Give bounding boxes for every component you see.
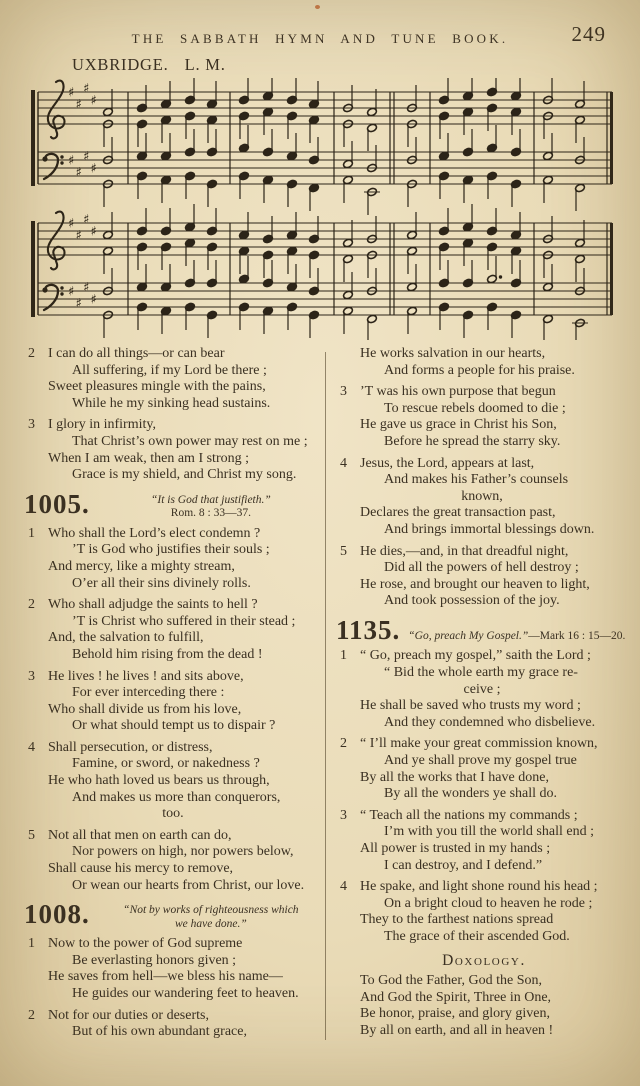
verse-line: He gave us grace in Christ his Son, [360, 417, 557, 433]
verse-line: By all the works that I have done, [360, 769, 549, 785]
hymn-citation [408, 617, 630, 644]
book-header: THE SABBATH HYMN AND TUNE BOOK. [131, 31, 509, 46]
right-text-column [338, 346, 630, 1044]
verse-line: He rose, and brought our heaven to light, [360, 576, 590, 592]
verse-number: 2 [28, 346, 35, 361]
verse-line: And makes his Father’s counsels [384, 472, 569, 488]
verse-number: 2 [28, 597, 35, 613]
verse-line: ’T is Christ who suffered in their stead ; [72, 613, 296, 629]
svg-text:♯: ♯ [68, 284, 75, 300]
verse [26, 669, 324, 735]
verse-line: They to the farthest nations spread [360, 912, 554, 928]
verse-number: 2 [340, 736, 347, 752]
verse-number: 4 [28, 739, 35, 755]
verse [338, 384, 630, 450]
verse-line: And ye shall prove my gospel true [384, 752, 577, 768]
verse-line: He who hath loved us bears us through, [48, 773, 270, 789]
citation-segment: —Mark 16 : 15—20. [528, 629, 626, 642]
tune-meter: L. M. [184, 55, 226, 74]
verse-line: Be honor, praise, and glory given, [360, 1006, 550, 1022]
citation-segment: “Go, preach My Gospel.” [408, 629, 529, 642]
verse-line: known, [461, 488, 503, 504]
hymn-heading [24, 901, 324, 931]
verse-line: For ever interceding there : [72, 685, 225, 701]
verse-line: And they condemned who disbelieve. [384, 714, 596, 730]
verse-line: O’er all their sins divinely rolls. [72, 575, 251, 591]
verse-line: Or wean our hearts from Christ, our love. [72, 877, 305, 893]
verse-line: He spake, and light shone round his head ; [360, 879, 598, 895]
citation-segment: Rom. 8 : 33—37. [170, 507, 251, 520]
verse [338, 648, 630, 731]
verse [26, 346, 324, 412]
verse-line: ceive ; [463, 681, 501, 697]
verse-line: Jesus, the Lord, appears at last, [360, 455, 535, 471]
verse-line: I can do all things—or can bear [48, 346, 225, 361]
verse-line: He works salvation in our hearts, [360, 346, 546, 361]
verse-number: 5 [340, 543, 347, 559]
verse-line: Famine, or sword, or nakedness ? [72, 756, 260, 772]
svg-text:♯: ♯ [90, 224, 97, 240]
verse-line: “ Teach all the nations my commands ; [360, 807, 578, 823]
verse-line: And brings immortal blessings down. [384, 521, 595, 537]
svg-text:♯: ♯ [83, 212, 90, 228]
citation-line [408, 630, 630, 644]
verse-number: 1 [340, 648, 347, 664]
verse-line: too. [162, 806, 184, 822]
verse-line: I glory in infirmity, [48, 417, 156, 433]
hymn-number: 1008. [24, 899, 90, 930]
verse-number: 1 [28, 936, 35, 952]
verse-line: By all the wonders ye shall do. [384, 786, 558, 802]
verse [26, 597, 324, 663]
verse-line: Behold him rising from the dead ! [72, 646, 263, 662]
svg-text:♯: ♯ [90, 93, 97, 109]
page-number: 249 [571, 22, 606, 46]
verse-line: And makes us more than conquerors, [72, 789, 281, 805]
verse [338, 346, 630, 379]
left-text-column [26, 346, 324, 1046]
verse [26, 526, 324, 592]
verse-line: Not all that men on earth can do, [48, 827, 232, 843]
citation-line [98, 507, 324, 521]
verse-line: ’T was his own purpose that begun [360, 384, 556, 400]
section-heading: Doxology. [442, 951, 526, 969]
verse-line: Did all the powers of hell destroy ; [384, 560, 579, 576]
verse [338, 736, 630, 802]
hymn-heading [336, 614, 630, 645]
verse-line: Before he spread the starry sky. [384, 433, 561, 449]
verse-line: Be everlasting honors given ; [72, 952, 237, 968]
hymn-citation [98, 491, 324, 521]
verse-line: “ Bid the whole earth my grace re- [384, 665, 578, 680]
verse [338, 973, 630, 1039]
citation-line [98, 918, 324, 932]
hymn-number: 1135. [336, 614, 401, 645]
verse-line: That Christ’s own power may rest on me ; [72, 433, 308, 449]
verse-line: Who shall divide us from his love, [48, 701, 242, 717]
verse-number: 3 [28, 417, 35, 433]
paper-blemish [315, 5, 320, 9]
verse-line: On a bright cloud to heaven he rode ; [384, 895, 593, 911]
verse-line: Now to the power of God supreme [48, 936, 243, 952]
citation-segment: “Not by works of righteousness which [123, 904, 299, 917]
verse-line: “ Go, preach my gospel,” saith the Lord ; [360, 648, 591, 664]
verse-line: When I am weak, then am I strong ; [48, 450, 249, 466]
verse-line: Or what should tempt us to dispair ? [72, 718, 276, 734]
verse-number: 5 [28, 827, 35, 843]
verse [26, 936, 324, 1002]
verse-line: “ I’ll make your great commission known, [360, 736, 598, 752]
verse-line: The grace of their ascended God. [384, 928, 570, 944]
verse-line: And mercy, like a mighty stream, [48, 558, 235, 574]
verse-line: To God the Father, God the Son, [360, 973, 542, 989]
verse-number: 1 [28, 525, 35, 541]
hymn-heading [24, 488, 324, 521]
svg-text:♯: ♯ [75, 296, 82, 312]
verse [26, 828, 324, 894]
verse-number: 3 [28, 668, 35, 684]
svg-text:♯: ♯ [75, 97, 82, 113]
verse-line: He saves from hell—we bless his name— [48, 969, 283, 985]
column-divider [325, 352, 326, 1040]
svg-text:♯: ♯ [83, 280, 90, 296]
verse [26, 417, 324, 483]
svg-text:♯: ♯ [90, 292, 97, 308]
verse-line: And, the salvation to fulfill, [48, 630, 204, 646]
verse-line: He lives ! he lives ! and sits above, [48, 668, 244, 684]
verse-line: And God the Spirit, Three in One, [360, 989, 552, 1005]
verse [338, 456, 630, 539]
verse-line: He dies,—and, in that dreadful night, [360, 543, 569, 559]
verse-line: And forms a people for his praise. [384, 362, 575, 378]
verse-line: He shall be saved who trusts my word ; [360, 698, 581, 714]
svg-text:♯: ♯ [68, 216, 75, 232]
verse [338, 544, 630, 610]
verse-line: Who shall adjudge the saints to hell ? [48, 597, 258, 613]
svg-text:♯: ♯ [83, 81, 90, 97]
svg-text:♯: ♯ [68, 153, 75, 169]
hymn-number: 1005. [24, 488, 90, 519]
verse-line: Grace is my shield, and Christ my song. [72, 467, 297, 483]
svg-text:♯: ♯ [90, 161, 97, 177]
verse-number: 4 [340, 879, 347, 895]
verse-line: He guides our wandering feet to heaven. [72, 986, 299, 1001]
verse-line: I can destroy, and I defend.” [384, 857, 543, 873]
svg-text:♯: ♯ [75, 165, 82, 181]
verse-line: Sweet pleasures mingle with the pains, [48, 379, 266, 395]
svg-text:♯: ♯ [75, 228, 82, 244]
verse-number: 2 [28, 1007, 35, 1023]
verse-line: Shall persecution, or distress, [48, 739, 213, 755]
verse-number: 3 [340, 384, 347, 400]
verse-line: By all on earth, and all in heaven ! [360, 1022, 554, 1038]
tune-title: UXBRIDGE. [72, 55, 169, 74]
tune-title-line [72, 55, 226, 75]
verse-line: All suffering, if my Lord be there ; [72, 362, 267, 378]
verse-line: To rescue rebels doomed to die ; [384, 400, 566, 416]
citation-line [98, 904, 324, 918]
verse-line: Not for our duties or deserts, [48, 1007, 209, 1023]
citation-line [98, 494, 324, 508]
verse-number: 4 [340, 455, 347, 471]
verse [338, 808, 630, 874]
verse-line: Who shall the Lord’s elect condemn ? [48, 525, 261, 541]
verse-line: I’m with you till the world shall end ; [384, 824, 594, 840]
verse [26, 740, 324, 823]
verse-line: But of his own abundant grace, [72, 1024, 247, 1040]
hymn-citation [98, 901, 324, 931]
verse-line: While he my sinking head sustains. [72, 395, 271, 411]
verse-number: 3 [340, 807, 347, 823]
verse-line: Shall cause his mercy to remove, [48, 861, 234, 877]
svg-text:♯: ♯ [83, 149, 90, 165]
verse-line: All power is trusted in my hands ; [360, 840, 551, 856]
svg-text:♯: ♯ [68, 85, 75, 101]
verse [338, 879, 630, 945]
music-notation [0, 78, 640, 340]
verse-line: Declares the great transaction past, [360, 505, 556, 521]
verse-line: ’T is God who justifies their souls ; [72, 542, 270, 558]
citation-segment: “It is God that justifieth.” [150, 493, 271, 506]
citation-segment: we have done.” [174, 917, 247, 930]
verse [26, 1008, 324, 1041]
verse-line: Nor powers on high, nor powers below, [72, 844, 294, 860]
verse-line: And took possession of the joy. [384, 593, 560, 609]
